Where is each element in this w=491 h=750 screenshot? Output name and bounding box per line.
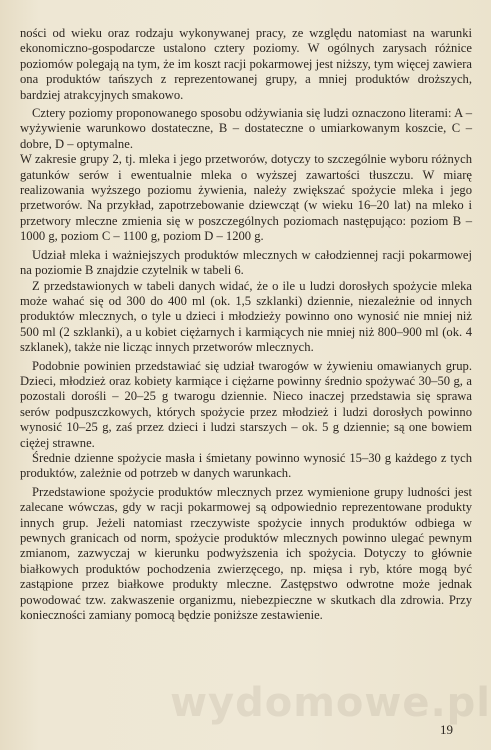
paragraph-3: W zakresie grupy 2, tj. mleka i jego przetworów, dotyczy to szczególnie wyboru różnych gatunków serów i ewentualnie mleka o wyższej zawartości tłuszczu. W miarę realizowania wyższego poziomu żywienia, należy zwiększać spożycie mleka i jego przetworów. Na przykład, zapotrzebowanie dziewcząt (w wieku 16–20 lat) na mleko i przetwory mleczne zmienia się w poszczególnych poziomach następująco: poziom B – 1000 g, poziom C – 1100 g, poziom D – 1200 g. xyxy=(20,152,472,244)
paragraph-8: Przedstawione spożycie produktów mlecznych przez wymienione grupy ludności jest zalecane wówczas, gdy w racji pokarmowej są odpowiednio reprezentowane produkty innych grup. Jeżeli natomiast rzeczywiste spożycie innych produktów odbiega w pewnych granicach od norm, spożycie produktów mlecznych powinno ulegać pewnym zmianom, zazwyczaj w kierunku podwyższenia ich spożycia. Dotyczy to głównie białkowych produktów pochodzenia zwierzęcego, np. mięsa i ryb, które mogą być zastąpione przez białkowe produkty mleczne. Zastępstwo odwrotne może jednak powodować tzw. zakwaszenie organizmu, niebezpieczne w skutkach dla zdrowia. Przy konieczności zamiany pomocą będzie poniższe zestawienie. xyxy=(20,484,472,623)
paragraph-5: Z przedstawionych w tabeli danych widać, że o ile u ludzi dorosłych spożycie mleka może wahać się od 300 do 400 ml (ok. 1,5 szklanki) dziennie, niezależnie od innych produktów mlecznych, o tyle u dzieci i młodzieży powinno ono wynosić nie mniej niż 500 ml (2 szklanki), a u kobiet ciężarnych i karmiących nie mniej niż 800–900 ml (ok. 4 szklanek), także nie licząc innych przetworów mlecznych. xyxy=(20,278,472,355)
paragraph-2: Cztery poziomy proponowanego sposobu odżywiania się ludzi oznaczono literami: A – wyżywienie warunkowo dostateczne, B – dostateczne o umiarkowanym koszcie, C – dobre, D – optymalne. xyxy=(20,106,472,151)
paragraph-4: Udział mleka i ważniejszych produktów mlecznych w całodziennej racji pokarmowej na poziomie B znajdzie czytelnik w tabeli 6. xyxy=(20,247,472,278)
body-text xyxy=(20,26,472,623)
paragraph-1: ności od wieku oraz rodzaju wykonywanej pracy, ze względu natomiast na warunki ekonomiczno-gospodarcze ustalono cztery poziomy. W ogólnych zarysach różnice poziomów polegają na tym, że im koszt racji pokarmowej jest niższy, tym więcej zawiera ona produktów tańszych z reprezentowanej grupy, a mniej produktów droższych, bardziej atrakcyjnych smakowo. xyxy=(20,26,472,102)
paragraph-7: Średnie dzienne spożycie masła i śmietany powinno wynosić 15–30 g każdego z tych produktów, zależnie od potrzeb w danych warunkach. xyxy=(20,450,472,481)
page-number: 19 xyxy=(440,722,453,737)
paragraph-6: Podobnie powinien przedstawiać się udział twarogów w żywieniu omawianych grup. Dzieci, młodzież oraz kobiety karmiące i ciężarne powinny średnio spożywać 30–50 g, a pozostali dorośli – 20–25 g twarogu dziennie. Nieco inaczej przedstawia się sprawa serów podpuszczkowych, których spożycie przez młodzież i ludzi dorosłych powinno wynosić 10–25 g, zaś przez dzieci i ludzi starszych – ok. 5 g dziennie; są one bowiem ciężej strawne. xyxy=(20,358,472,450)
watermark: wydomowe.pl xyxy=(170,680,491,726)
